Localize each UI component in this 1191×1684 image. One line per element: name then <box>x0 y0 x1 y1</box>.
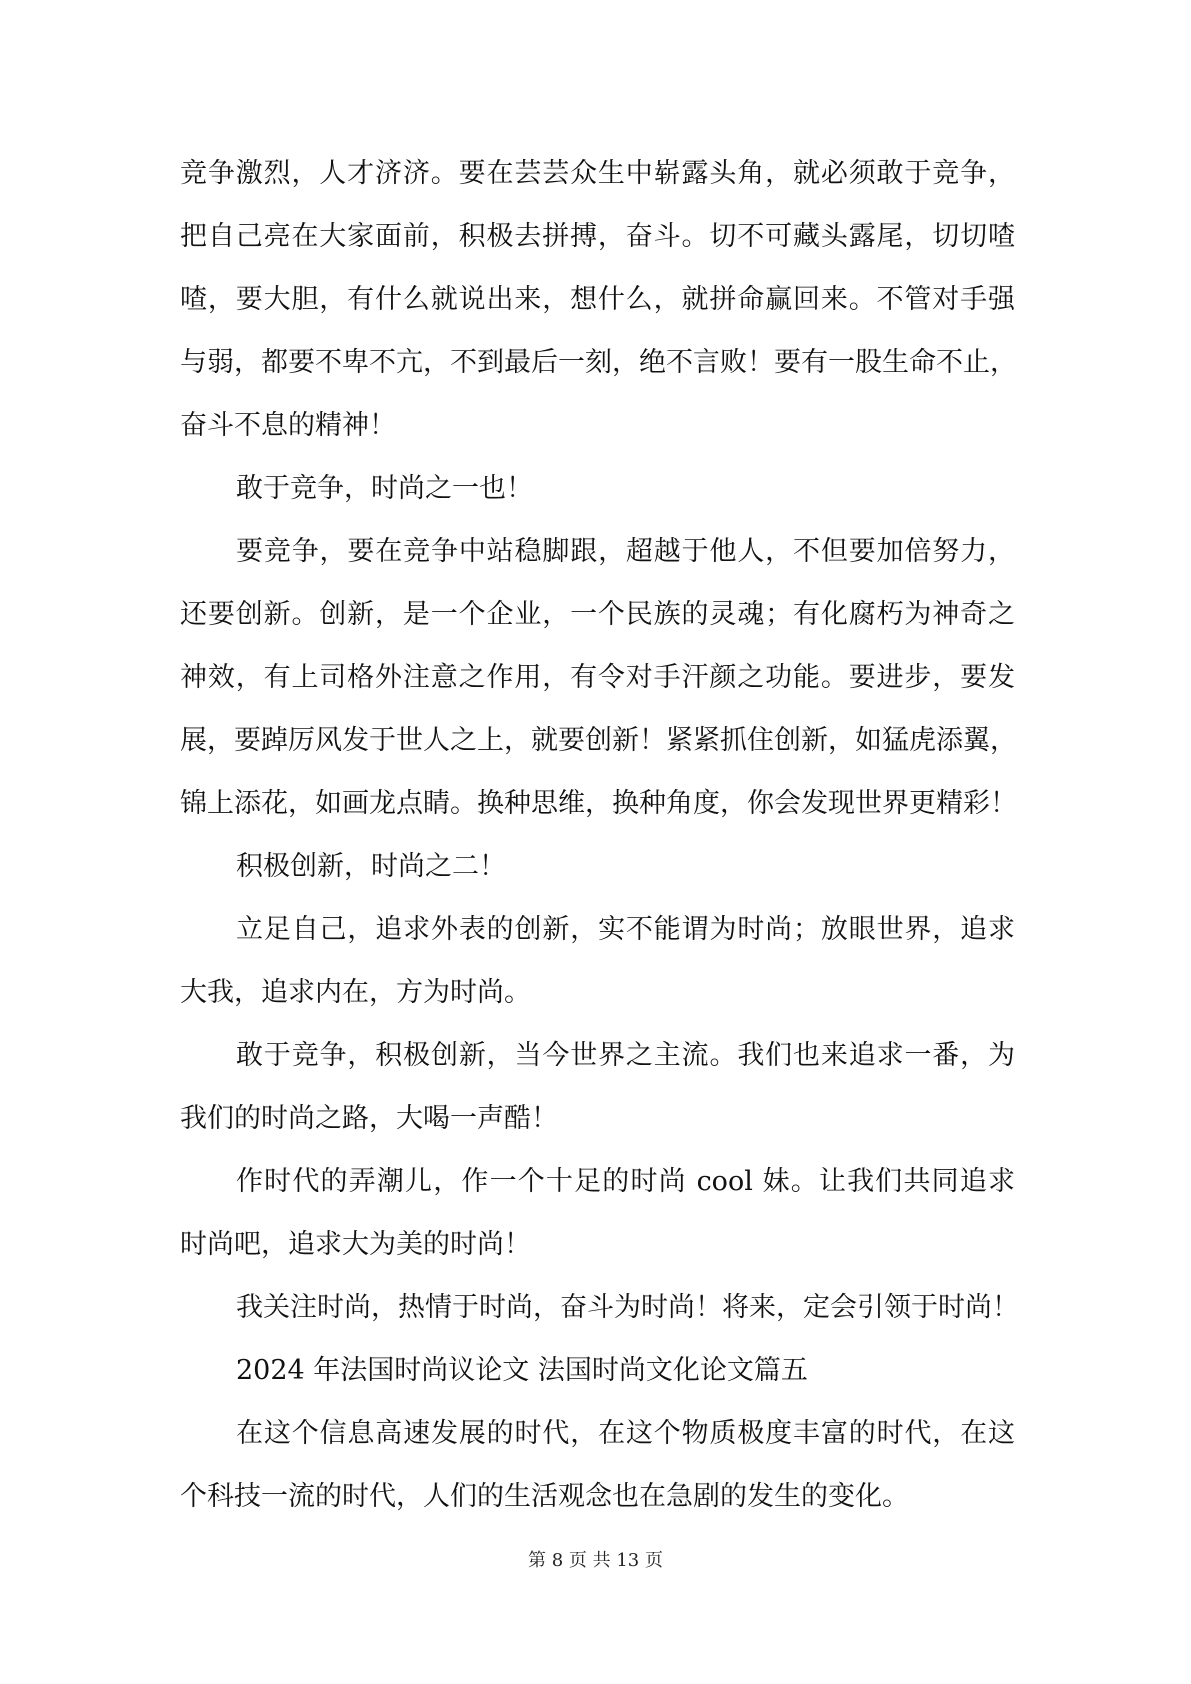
text-line: 喳，要大胆，有什么就说出来，想什么，就拼命赢回来。不管对手强 <box>180 284 1015 315</box>
document-body <box>180 142 1019 1528</box>
text-line: 大我，追求内在，方为时尚。 <box>180 977 531 1008</box>
text-line: 在这个信息高速发展的时代，在这个物质极度丰富的时代，在这 <box>236 1418 1015 1449</box>
text-line: 时尚吧，追求大为美的时尚！ <box>180 1229 531 1260</box>
text-line: 要竞争，要在竞争中站稳脚跟，超越于他人，不但要加倍努力， <box>236 536 1015 567</box>
text-line: 竞争激烈，人才济济。要在芸芸众生中崭露头角，就必须敢于竞争， <box>180 158 1015 189</box>
text-line: 把自己亮在大家面前，积极去拼搏，奋斗。切不可藏头露尾，切切喳 <box>180 221 1015 252</box>
section-heading: 2024 年法国时尚议论文 法国时尚文化论文篇五 <box>236 1355 808 1386</box>
text-line: 展，要踔厉风发于世人之上，就要创新！紧紧抓住创新，如猛虎添翼， <box>180 725 1017 756</box>
text-line: 我关注时尚，热情于时尚，奋斗为时尚！将来，定会引领于时尚！ <box>236 1292 1019 1323</box>
text-line: 敢于竞争，积极创新，当今世界之主流。我们也来追求一番，为 <box>236 1040 1015 1071</box>
text-line: 个科技一流的时代，人们的生活观念也在急剧的发生的变化。 <box>180 1481 909 1512</box>
text-line: 锦上添花，如画龙点睛。换种思维，换种角度，你会发现世界更精彩！ <box>180 788 1017 819</box>
text-line: 还要创新。创新，是一个企业，一个民族的灵魂；有化腐朽为神奇之 <box>180 599 1015 630</box>
text-line: 立足自己，追求外表的创新，实不能谓为时尚；放眼世界，追求 <box>236 914 1015 945</box>
text-line: 奋斗不息的精神！ <box>180 410 396 441</box>
page-footer: 第 8 页 共 13 页 <box>528 1550 663 1571</box>
text-line: 神效，有上司格外注意之作用，有令对手汗颜之功能。要进步，要发 <box>180 662 1015 693</box>
text-line: 我们的时尚之路，大喝一声酷！ <box>180 1103 558 1134</box>
text-line: 与弱，都要不卑不亢，不到最后一刻，绝不言败！要有一股生命不止， <box>180 347 1017 378</box>
text-line: 作时代的弄潮儿，作一个十足的时尚 cool 妹。让我们共同追求 <box>236 1166 1015 1197</box>
text-line: 敢于竞争，时尚之一也！ <box>236 473 533 504</box>
text-line: 积极创新，时尚之二！ <box>236 851 506 882</box>
